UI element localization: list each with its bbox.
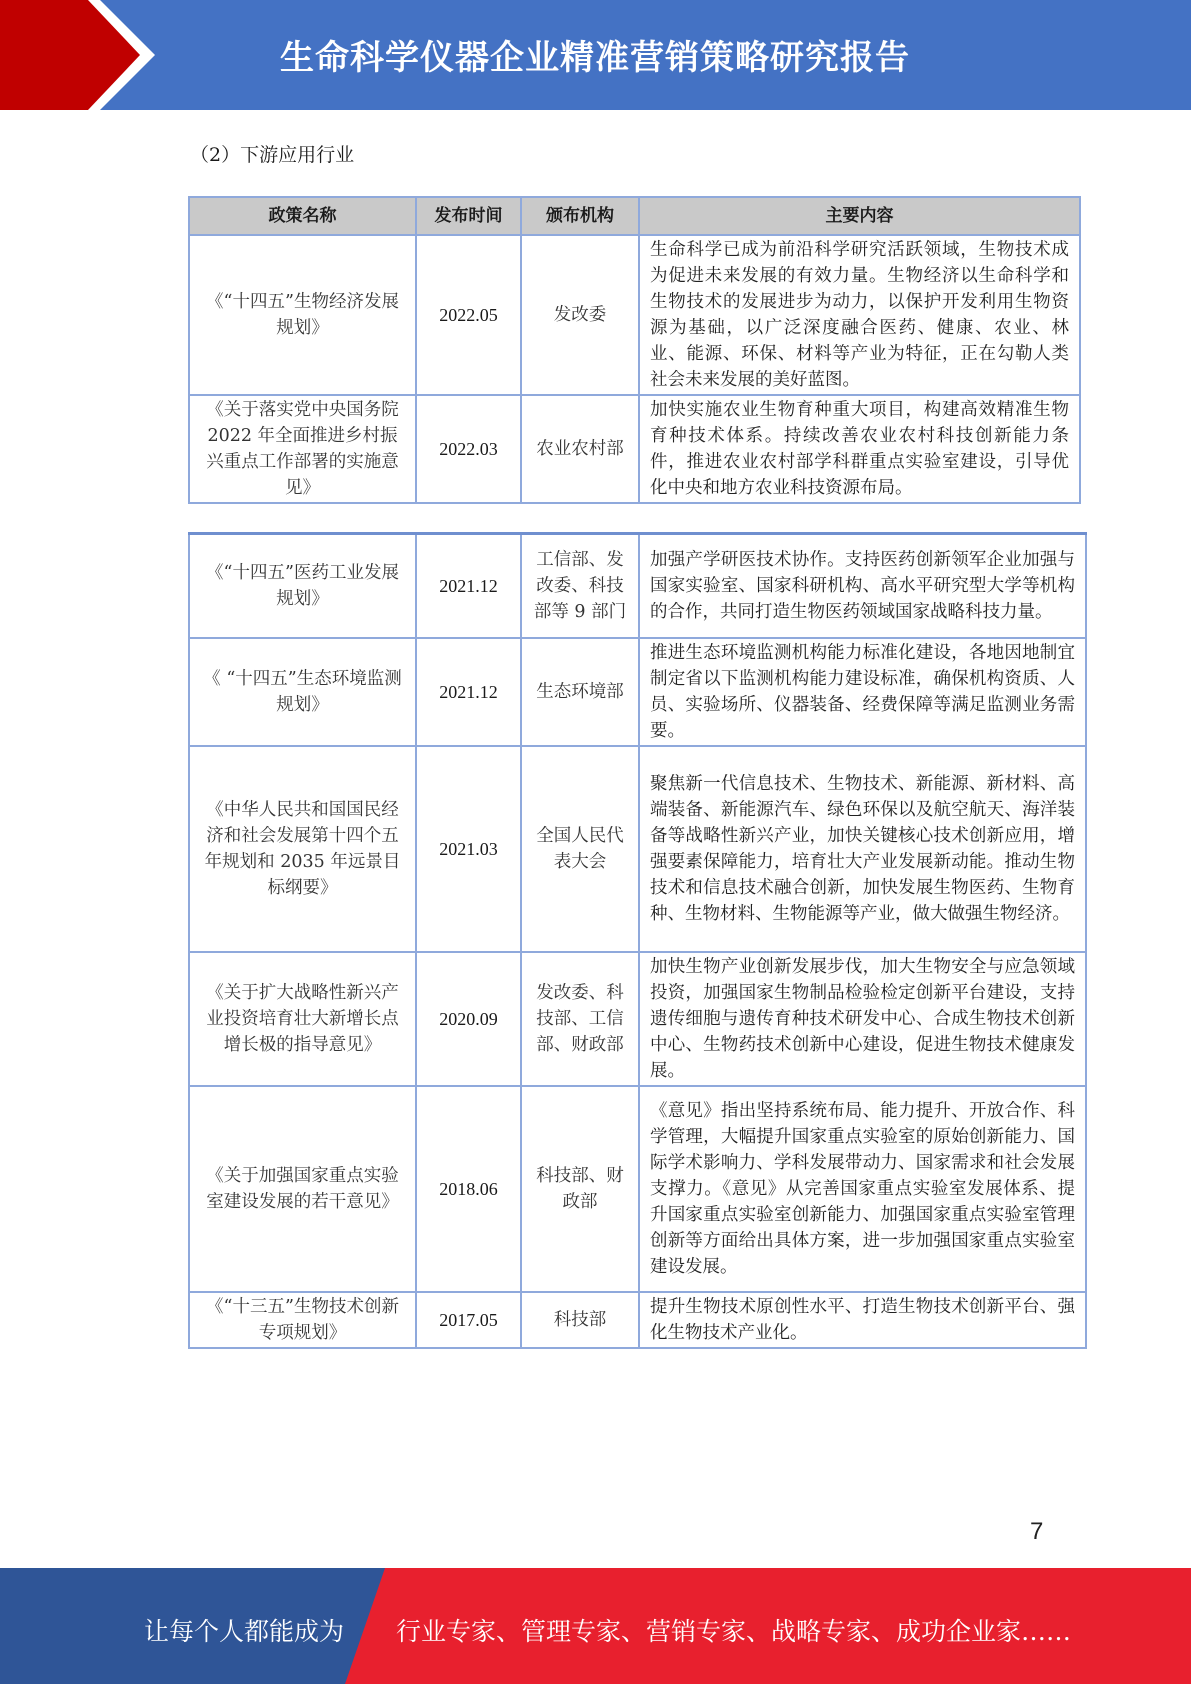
table-row — [189, 952, 1086, 1086]
release-date-cell: 2022.03 — [416, 395, 521, 503]
issuing-body-cell: 科技部 — [521, 1292, 639, 1348]
policy-name-cell: 《 “十四五”生态环境监测规划》 — [189, 638, 416, 746]
release-date-cell: 2022.05 — [416, 235, 521, 395]
main-content-cell: 《意见》指出坚持系统布局、能力提升、开放合作、科学管理，大幅提升国家重点实验室的原始创新能力、国际学术影响力、学科发展带动力、国家需求和社会发展支撑力。《意见》从完善国家重点实验室发展体系、提升国家重点实验室创新能力、加强国家重点实验室管理创新等方面给出具体方案，进一步加强国家重点实验室建设发展。 — [639, 1086, 1086, 1292]
page-number: 7 — [1030, 1518, 1044, 1545]
release-date-cell: 2021.12 — [416, 534, 521, 638]
column-header-release-date: 发布时间 — [416, 197, 521, 235]
issuing-body-cell: 科技部、财政部 — [521, 1086, 639, 1292]
column-header-main-content: 主要内容 — [639, 197, 1080, 235]
main-content-cell: 加强产学研医技术协作。支持医药创新领军企业加强与国家实验室、国家科研机构、高水平研究型大学等机构的合作，共同打造生物医药领域国家战略科技力量。 — [639, 534, 1086, 638]
report-title: 生命科学仪器企业精准营销策略研究报告 — [280, 38, 910, 78]
issuing-body-cell: 农业农村部 — [521, 395, 639, 503]
issuing-body-cell: 发改委、科技部、工信部、财政部 — [521, 952, 639, 1086]
policy-table-part1 — [188, 196, 1081, 504]
policy-name-cell: 《关于落实党中央国务院 2022 年全面推进乡村振兴重点工作部署的实施意见》 — [189, 395, 416, 503]
release-date-cell: 2018.06 — [416, 1086, 521, 1292]
table-row — [189, 395, 1080, 503]
table-row — [189, 1292, 1086, 1348]
release-date-cell: 2021.03 — [416, 746, 521, 952]
issuing-body-cell: 全国人民代表大会 — [521, 746, 639, 952]
issuing-body-cell: 生态环境部 — [521, 638, 639, 746]
table-row — [189, 534, 1086, 638]
section-heading: （2）下游应用行业 — [190, 144, 355, 166]
policy-name-cell: 《中华人民共和国国民经济和社会发展第十四个五年规划和 2035 年远景目标纲要》 — [189, 746, 416, 952]
policy-table-part2 — [188, 532, 1087, 1349]
column-header-policy-name: 政策名称 — [189, 197, 416, 235]
policy-name-cell: 《“十四五”医药工业发展规划》 — [189, 534, 416, 638]
policy-name-cell: 《关于扩大战略性新兴产业投资培育壮大新增长点增长极的指导意见》 — [189, 952, 416, 1086]
release-date-cell: 2020.09 — [416, 952, 521, 1086]
policy-name-cell: 《关于加强国家重点实验室建设发展的若干意见》 — [189, 1086, 416, 1292]
table-row — [189, 638, 1086, 746]
issuing-body-cell: 工信部、发改委、科技部等 9 部门 — [521, 534, 639, 638]
release-date-cell: 2021.12 — [416, 638, 521, 746]
main-content-cell: 推进生态环境监测机构能力标准化建设，各地因地制宜制定省以下监测机构能力建设标准，确保机构资质、人员、实验场所、仪器装备、经费保障等满足监测业务需要。 — [639, 638, 1086, 746]
footer-slogan-right: 行业专家、管理专家、营销专家、战略专家、成功企业家…… — [396, 1617, 1072, 1646]
table-row — [189, 1086, 1086, 1292]
policy-name-cell: 《“十四五”生物经济发展规划》 — [189, 235, 416, 395]
issuing-body-cell: 发改委 — [521, 235, 639, 395]
main-content-cell: 聚焦新一代信息技术、生物技术、新能源、新材料、高端装备、新能源汽车、绿色环保以及航空航天、海洋装备等战略性新兴产业，加快关键核心技术创新应用，增强要素保障能力，培育壮大产业发展新动能。推动生物技术和信息技术融合创新，加快发展生物医药、生物育种、生物材料、生物能源等产业，做大做强生物经济。 — [639, 746, 1086, 952]
table-row — [189, 746, 1086, 952]
report-footer — [0, 1568, 1191, 1684]
main-content-cell: 生命科学已成为前沿科学研究活跃领域，生物技术成为促进未来发展的有效力量。生物经济以生命科学和生物技术的发展进步为动力，以保护开发利用生物资源为基础，以广泛深度融合医药、健康、农业、林业、能源、环保、材料等产业为特征，正在勾勒人类社会未来发展的美好蓝图。 — [639, 235, 1080, 395]
table-row — [189, 235, 1080, 395]
footer-slogan-left: 让每个人都能成为 — [144, 1617, 345, 1646]
main-content-cell: 加快生物产业创新发展步伐，加大生物安全与应急领域投资，加强国家生物制品检验检定创新平台建设，支持遗传细胞与遗传育种技术研发中心、合成生物技术创新中心、生物药技术创新中心建设，促进生物技术健康发展。 — [639, 952, 1086, 1086]
main-content-cell: 提升生物技术原创性水平、打造生物技术创新平台、强化生物技术产业化。 — [639, 1292, 1086, 1348]
table-header-row — [189, 197, 1080, 235]
report-header — [0, 0, 1191, 110]
policy-name-cell: 《“十三五”生物技术创新专项规划》 — [189, 1292, 416, 1348]
column-header-issuing-body: 颁布机构 — [521, 197, 639, 235]
main-content-cell: 加快实施农业生物育种重大项目，构建高效精准生物育种技术体系。持续改善农业农村科技创新能力条件，推进农业农村部学科群重点实验室建设，引导优化中央和地方农业科技资源布局。 — [639, 395, 1080, 503]
release-date-cell: 2017.05 — [416, 1292, 521, 1348]
